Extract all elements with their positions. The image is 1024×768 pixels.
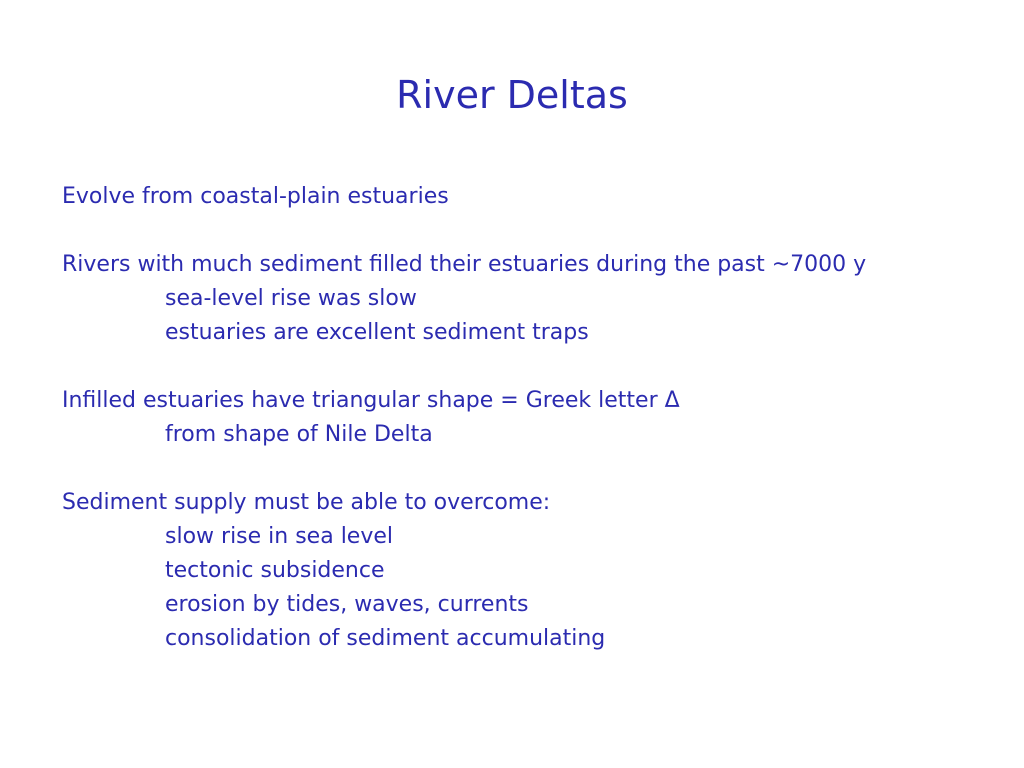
body-subline: consolidation of sediment accumulating	[165, 626, 606, 651]
blank-line	[62, 214, 1002, 248]
blank-line	[62, 452, 1002, 486]
blank-line	[62, 350, 1002, 384]
slide-body	[62, 180, 1002, 656]
body-line: Sediment supply must be able to overcome:	[62, 490, 551, 515]
body-line: Evolve from coastal-plain estuaries	[62, 184, 449, 209]
body-subline: erosion by tides, waves, currents	[165, 592, 529, 617]
body-subline: from shape of Nile Delta	[165, 422, 433, 447]
body-subline: tectonic subsidence	[165, 558, 385, 583]
body-line: Rivers with much sediment filled their estuaries during the past ~7000 y	[62, 252, 867, 277]
slide-title: River Deltas	[396, 73, 628, 117]
body-subline: slow rise in sea level	[165, 524, 394, 549]
body-line: Infilled estuaries have triangular shape = Greek letter Δ	[62, 388, 680, 413]
body-subline: sea-level rise was slow	[165, 286, 417, 311]
body-subline: estuaries are excellent sediment traps	[165, 320, 589, 345]
